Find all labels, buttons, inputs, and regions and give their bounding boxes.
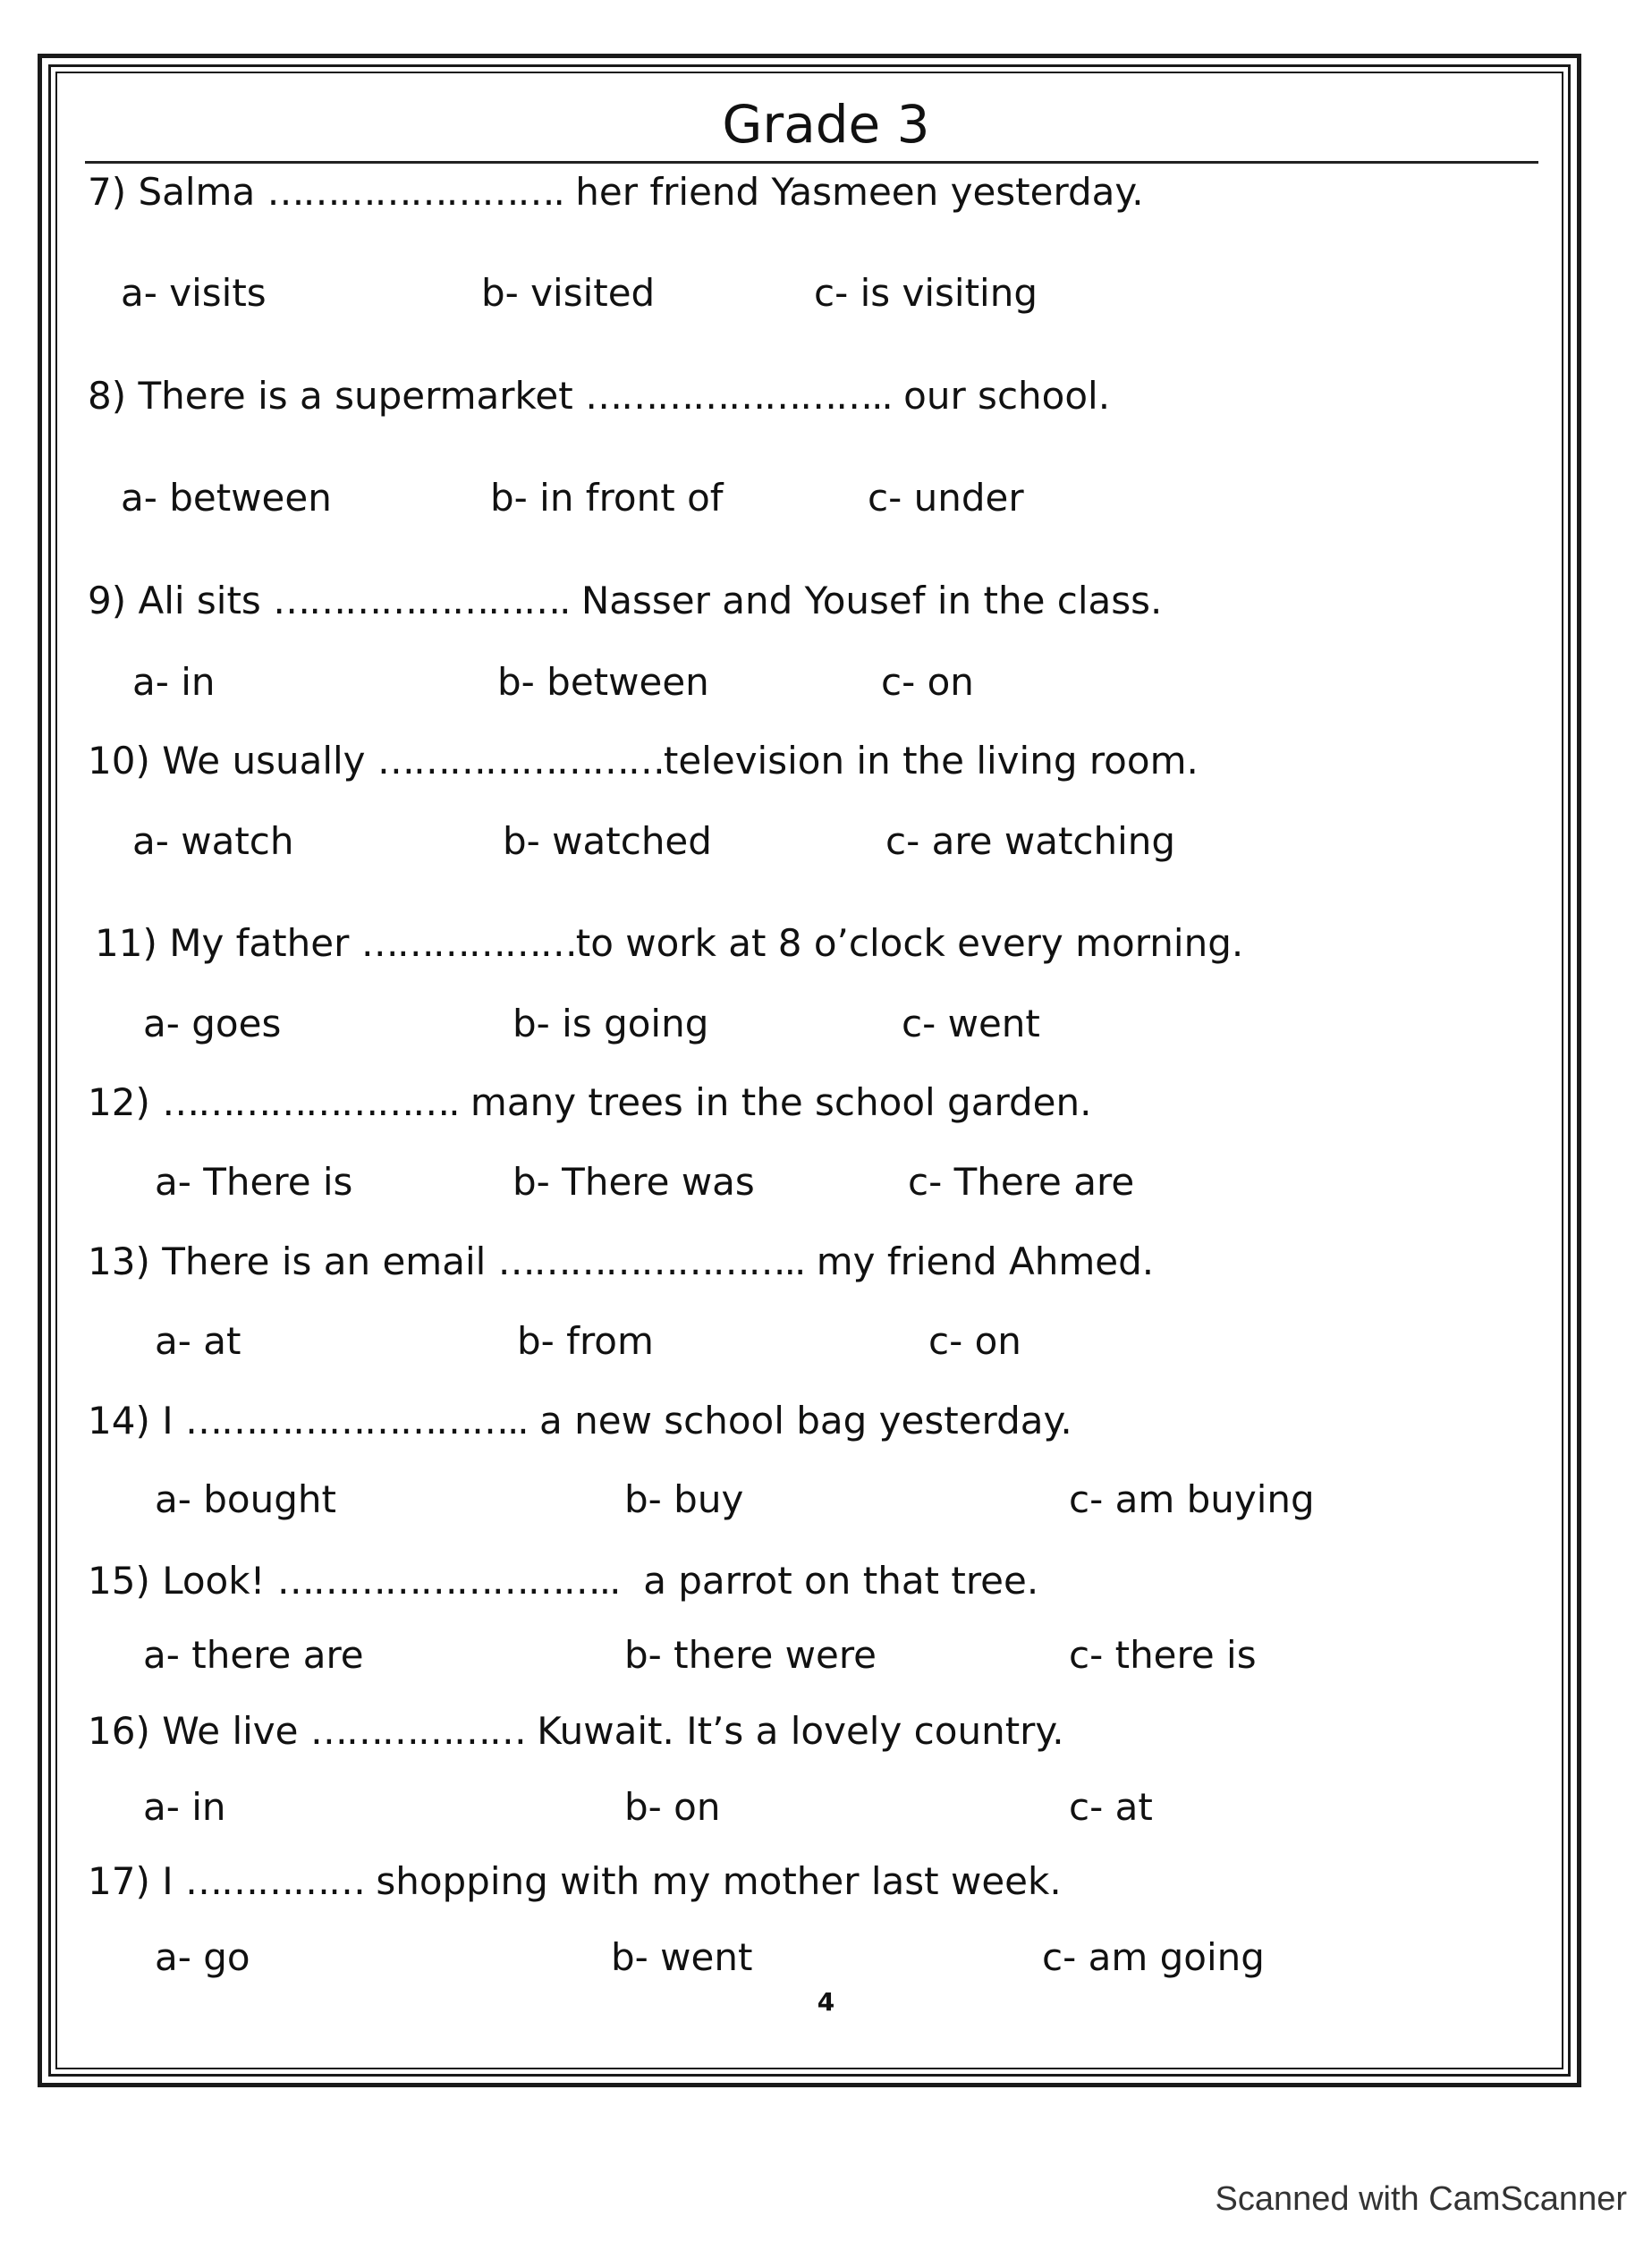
answer-blank[interactable]: ……………………. xyxy=(267,170,563,214)
scanner-watermark: Scanned with CamScanner xyxy=(1215,2180,1627,2218)
question-number: 16) xyxy=(88,1709,150,1753)
option-a[interactable]: a- go xyxy=(155,1935,250,1979)
question-text-before: There is an email xyxy=(162,1239,487,1283)
question-number: 7) xyxy=(88,170,127,214)
question-text-before: Ali sits xyxy=(138,579,261,622)
question-text-after: Kuwait. It’s a lovely country. xyxy=(537,1709,1064,1753)
option-b[interactable]: b- in front of xyxy=(490,476,724,520)
question-text-before: There is a supermarket xyxy=(138,374,573,418)
option-a[interactable]: a- in xyxy=(143,1785,226,1829)
question-12 xyxy=(88,1080,1091,1124)
question-number: 12) xyxy=(88,1080,150,1124)
question-17 xyxy=(88,1859,1062,1903)
page-number: 4 xyxy=(817,1987,835,2017)
question-7 xyxy=(88,170,1144,214)
option-c[interactable]: c- on xyxy=(928,1319,1021,1363)
option-b[interactable]: b- went xyxy=(611,1935,753,1979)
question-number: 10) xyxy=(88,739,150,783)
question-text-before: I xyxy=(162,1399,174,1442)
option-b[interactable]: b- there were xyxy=(624,1633,877,1677)
question-text-after: our school. xyxy=(903,374,1111,418)
option-c[interactable]: c- on xyxy=(881,660,974,704)
question-text-before: I xyxy=(162,1859,174,1903)
title-underline xyxy=(85,161,1538,164)
option-c[interactable]: c- went xyxy=(902,1002,1040,1045)
question-10 xyxy=(88,739,1199,783)
question-16 xyxy=(88,1709,1064,1753)
option-b[interactable]: b- There was xyxy=(513,1160,755,1204)
option-a[interactable]: a- goes xyxy=(143,1002,282,1045)
option-b[interactable]: b- buy xyxy=(624,1477,744,1521)
option-a[interactable]: a- at xyxy=(155,1319,241,1363)
option-b[interactable]: b- from xyxy=(517,1319,654,1363)
question-number: 8) xyxy=(88,374,127,418)
answer-blank[interactable]: ……………………. xyxy=(162,1080,459,1124)
option-b[interactable]: b- visited xyxy=(481,271,656,315)
question-number: 13) xyxy=(88,1239,150,1283)
question-number: 15) xyxy=(88,1559,150,1603)
option-b[interactable]: b- between xyxy=(497,660,709,704)
option-a[interactable]: a- There is xyxy=(155,1160,353,1204)
option-a[interactable]: a- between xyxy=(121,476,332,520)
option-c[interactable]: c- are watching xyxy=(885,819,1176,863)
option-b[interactable]: b- on xyxy=(624,1785,721,1829)
question-13 xyxy=(88,1239,1154,1283)
question-text-before: Look! xyxy=(162,1559,266,1603)
option-a[interactable]: a- visits xyxy=(121,271,267,315)
option-b[interactable]: b- watched xyxy=(503,819,712,863)
question-text-after: her friend Yasmeen yesterday. xyxy=(575,170,1144,214)
question-number: 9) xyxy=(88,579,127,622)
option-c[interactable]: c- am going xyxy=(1042,1935,1265,1979)
question-text-before: Salma xyxy=(138,170,256,214)
option-c[interactable]: c- am buying xyxy=(1069,1477,1315,1521)
answer-blank[interactable]: ……………… xyxy=(360,921,576,965)
question-15 xyxy=(88,1559,1038,1603)
option-c[interactable]: c- there is xyxy=(1069,1633,1257,1677)
option-b[interactable]: b- is going xyxy=(513,1002,709,1045)
question-text-after: a new school bag yesterday. xyxy=(539,1399,1072,1442)
answer-blank[interactable]: ……………… xyxy=(309,1709,525,1753)
question-9 xyxy=(88,579,1162,622)
question-14 xyxy=(88,1399,1072,1442)
answer-blank[interactable]: …………………… xyxy=(377,739,664,783)
question-number: 17) xyxy=(88,1859,150,1903)
question-number: 11) xyxy=(95,921,157,965)
answer-blank[interactable]: ……………………. xyxy=(273,579,570,622)
question-text-after: television in the living room. xyxy=(663,739,1199,783)
option-a[interactable]: a- bought xyxy=(155,1477,336,1521)
question-text-after: many trees in the school garden. xyxy=(470,1080,1092,1124)
option-a[interactable]: a- there are xyxy=(143,1633,364,1677)
answer-blank[interactable]: …………………….. xyxy=(585,374,892,418)
question-text-before: We live xyxy=(162,1709,299,1753)
question-text-after: shopping with my mother last week. xyxy=(376,1859,1062,1903)
page-border-inner-2 xyxy=(55,72,1563,2069)
question-8 xyxy=(88,374,1110,418)
question-text-after: a parrot on that tree. xyxy=(643,1559,1039,1603)
option-c[interactable]: c- at xyxy=(1069,1785,1153,1829)
question-text-before: My father xyxy=(169,921,350,965)
page-title: Grade 3 xyxy=(722,94,930,155)
option-a[interactable]: a- in xyxy=(132,660,216,704)
question-text-after: Nasser and Yousef in the class. xyxy=(580,579,1163,622)
option-c[interactable]: c- under xyxy=(868,476,1024,520)
answer-blank[interactable]: ……………………….. xyxy=(184,1399,528,1442)
option-c[interactable]: c- There are xyxy=(908,1160,1135,1204)
answer-blank[interactable]: …………… xyxy=(184,1859,364,1903)
answer-blank[interactable]: …………………….. xyxy=(497,1239,805,1283)
question-number: 14) xyxy=(88,1399,150,1442)
question-text-before: We usually xyxy=(162,739,366,783)
question-text-after: my friend Ahmed. xyxy=(816,1239,1155,1283)
option-c[interactable]: c- is visiting xyxy=(814,271,1038,315)
answer-blank[interactable]: ……………………….. xyxy=(276,1559,620,1603)
question-text-after: to work at 8 o’clock every morning. xyxy=(575,921,1244,965)
question-11 xyxy=(95,921,1243,965)
option-a[interactable]: a- watch xyxy=(132,819,294,863)
